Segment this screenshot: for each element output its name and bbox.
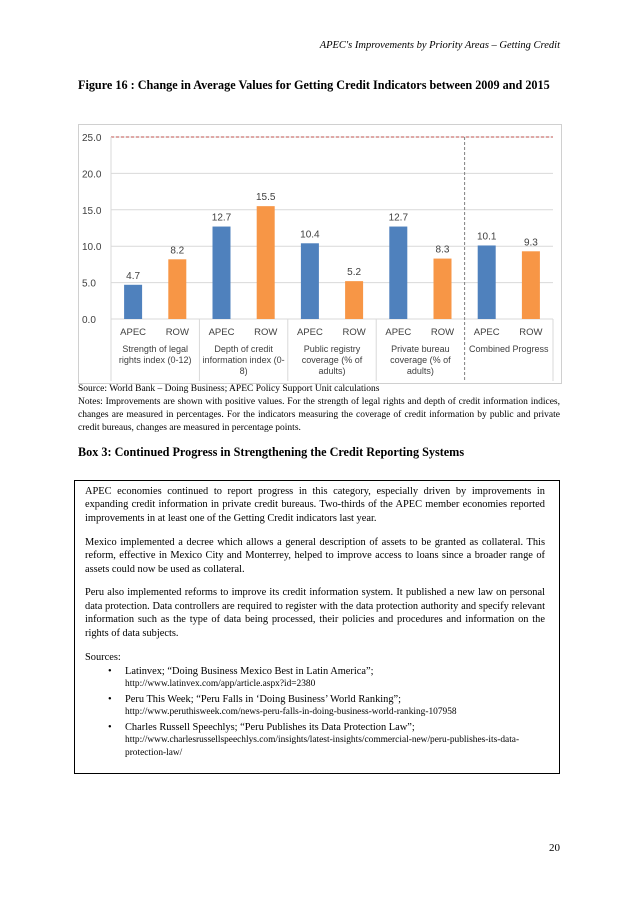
y-tick-label: 10.0 [82,242,102,254]
figure-source: Source: World Bank – Doing Business; APEC Policy Support Unit calculations [78,384,380,394]
box-paragraph: Mexico implemented a decree which allows a general description of assets to be granted as collateral. This reform, effective in Mexico City and Monterrey, helped to improve access to loans since a broader range of assets could now be used as collateral. [85,536,545,575]
data-label: 8.3 [435,244,450,256]
page-number: 20 [549,842,560,854]
bar-row [345,281,363,319]
data-label: 5.2 [347,267,362,279]
y-tick-label: 25.0 [82,133,102,144]
data-label: 15.5 [255,192,276,204]
bar-row [434,259,452,319]
bar-apec [301,243,319,319]
group-label: coverage (% of [301,355,363,365]
source-item [125,721,545,761]
category-label: APEC [296,327,323,338]
category-label: ROW [254,327,278,338]
data-label: 12.7 [388,212,409,224]
bar-apec [213,227,231,319]
bar-chart [78,124,562,384]
running-header: APEC's Improvements by Priority Areas – Getting Credit [319,40,560,51]
box-title: Box 3: Continued Progress in Strengthening the Credit Reporting Systems [78,445,465,459]
category-label: APEC [208,327,235,338]
source-text: Charles Russell Speechlys; “Peru Publishes its Data Protection Law”; [125,721,415,733]
figure-title: Figure 16 : Change in Average Values for Getting Credit Indicators between 2009 and 2015 [78,78,550,92]
source-text: Peru This Week; “Peru Falls in ‘Doing Business’ World Ranking”; [125,693,402,705]
group-label: rights index (0-12) [118,355,192,365]
group-label: Private bureau [391,344,450,354]
box-paragraph: APEC economies continued to report progress in this category, especially driven by improvements in expanding credit information in private credit bureaus. Two-thirds of the APEC member economies reported improvements in at least one of the Getting Credit indicators last year. [85,486,545,524]
data-label: 12.7 [211,212,232,224]
source-link[interactable]: http://www.peruthisweek.com/news-peru-falls-in-doing-business-world-ranking-107958 [125,707,457,718]
bar-chart-svg [79,125,561,383]
data-label: 4.7 [126,270,141,282]
source-text: Latinvex; “Doing Business Mexico Best in Latin America”; [125,665,374,677]
y-tick-label: 0.0 [82,315,96,326]
bar-apec [389,227,407,319]
y-tick-label: 20.0 [82,169,102,181]
group-label: 8) [239,366,248,376]
figure-notes: Notes: Improvements are shown with positive values. For the strength of legal rights and depth of credit information indices, changes are measured in percentages. For the indicators measuring the coverage of credit information by public and private credit bureaus, changes are measured in percentage points. [78,397,560,434]
category-label: ROW [342,327,366,338]
y-tick-label: 15.0 [82,205,102,217]
data-label: 10.4 [300,229,320,241]
group-label: adults) [406,366,434,376]
bar-apec [124,285,142,319]
category-label: APEC [473,327,500,338]
group-label: Public registry [303,344,361,354]
source-link[interactable]: http://www.latinvex.com/app/article.aspx?id=2380 [125,679,316,690]
data-label: 9.3 [523,237,538,249]
bar-apec [478,245,496,319]
category-label: ROW [430,327,455,338]
sources-label: Sources: [85,651,121,663]
group-label: adults) [318,366,346,376]
bar-row [168,259,186,319]
group-label: Combined Progress [469,344,549,354]
data-label: 10.1 [476,231,497,243]
source-link[interactable]: http://www.charlesrussellspeechlys.com/insights/latest-insights/commercial-new/peru-publishes-its-data-protection-law/ [125,735,520,759]
bar-row [257,206,275,319]
y-tick-label: 5.0 [82,278,96,290]
group-label: coverage (% of [390,355,451,365]
text-box [74,480,560,774]
category-label: APEC [385,327,412,338]
category-label: ROW [165,327,189,338]
group-label: Depth of credit [214,344,273,354]
box-paragraph: Peru also implemented reforms to improve its credit information system. It published a new law on personal data protection. Data controllers are required to register with the data protection authority and specify relevant information such as the type of data being processed, their policies and procedures and information on the rights of data subjects. [85,587,545,639]
bar-row [522,251,540,319]
source-item [125,665,545,692]
group-label: Strength of legal [122,344,188,354]
category-label: APEC [120,327,147,338]
category-label: ROW [519,327,543,338]
sources-list [85,665,545,761]
group-label: information index (0- [202,355,285,365]
source-item [125,693,545,720]
data-label: 8.2 [170,245,185,257]
